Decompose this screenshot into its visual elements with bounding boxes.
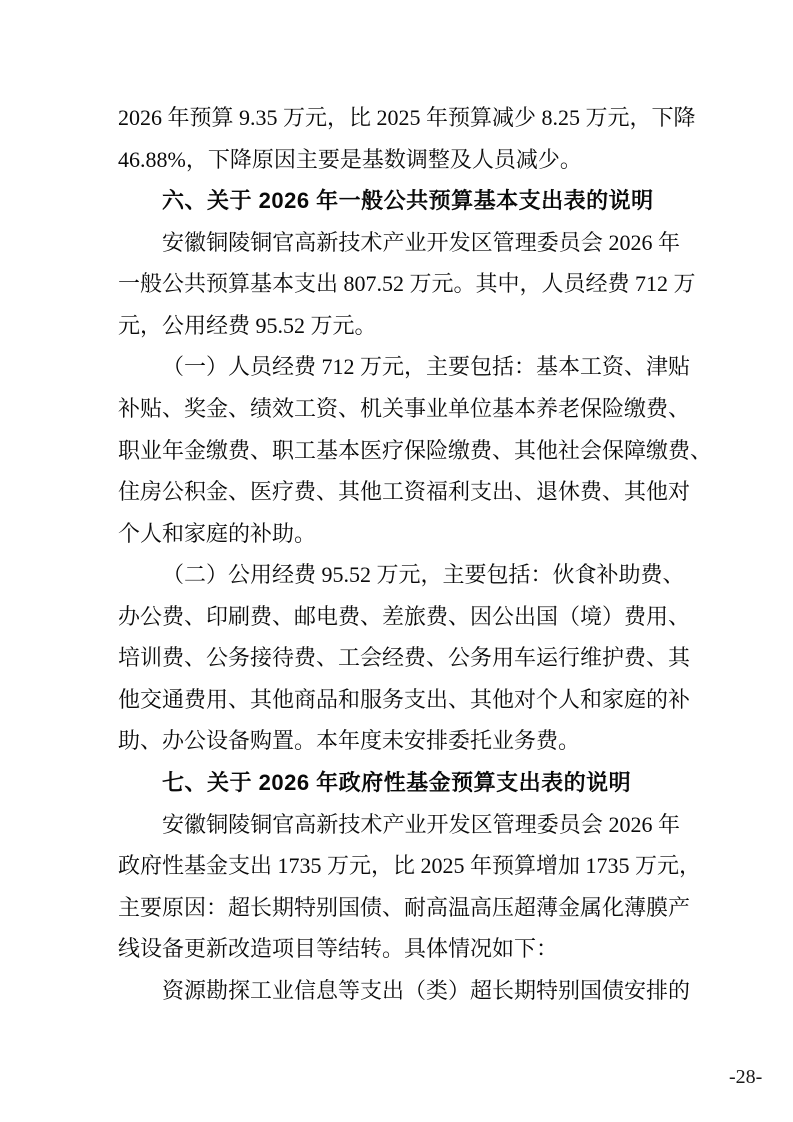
text-line: 主要原因：超长期特别国债、耐高温高压超薄金属化薄膜产	[118, 894, 691, 920]
section-heading: 七、关于 2026 年政府性基金预算支出表的说明	[162, 770, 632, 795]
text-line: 资源勘探工业信息等支出（类）超长期特别国债安排的	[162, 977, 691, 1003]
text-line: 46.88%，下降原因主要是基数调整及人员减少。	[118, 146, 582, 172]
text-line: 补贴、奖金、绩效工资、机关事业单位基本养老保险缴费、	[118, 395, 691, 421]
text-line: （一）人员经费 712 万元，主要包括：基本工资、津贴	[162, 354, 691, 380]
text-line: 住房公积金、医疗费、其他工资福利支出、退休费、其他对	[118, 479, 691, 505]
document-body	[118, 97, 713, 1011]
text-line: 助、办公设备购置。本年度未安排委托业务费。	[118, 728, 581, 754]
text-line: 安徽铜陵铜官高新技术产业开发区管理委员会 2026 年	[162, 811, 680, 837]
text-line: 一般公共预算基本支出 807.52 万元。其中，人员经费 712 万	[118, 271, 696, 297]
text-line: 安徽铜陵铜官高新技术产业开发区管理委员会 2026 年	[162, 229, 680, 255]
text-line: （二）公用经费 95.52 万元，主要包括：伙食补助费、	[162, 562, 685, 588]
text-line: 2026 年预算 9.35 万元，比 2025 年预算减少 8.25 万元，下降	[118, 105, 696, 130]
text-line: 职业年金缴费、职工基本医疗保险缴费、其他社会保障缴费、	[118, 437, 713, 463]
text-line: 个人和家庭的补助。	[118, 520, 317, 546]
text-line: 办公费、印刷费、邮电费、差旅费、因公出国（境）费用、	[118, 603, 691, 629]
text-line: 政府性基金支出 1735 万元，比 2025 年预算增加 1735 万元，	[118, 853, 702, 879]
text-line: 培训费、公务接待费、工会经费、公务用车运行维护费、其	[118, 645, 691, 671]
text-line: 元，公用经费 95.52 万元。	[118, 312, 377, 338]
text-line: 他交通费用、其他商品和服务支出、其他对个人和家庭的补	[118, 686, 691, 712]
page-number: -28-	[729, 1066, 763, 1088]
section-heading: 六、关于 2026 年一般公共预算基本支出表的说明	[162, 188, 654, 214]
text-line: 线设备更新改造项目等结转。具体情况如下：	[118, 936, 559, 962]
